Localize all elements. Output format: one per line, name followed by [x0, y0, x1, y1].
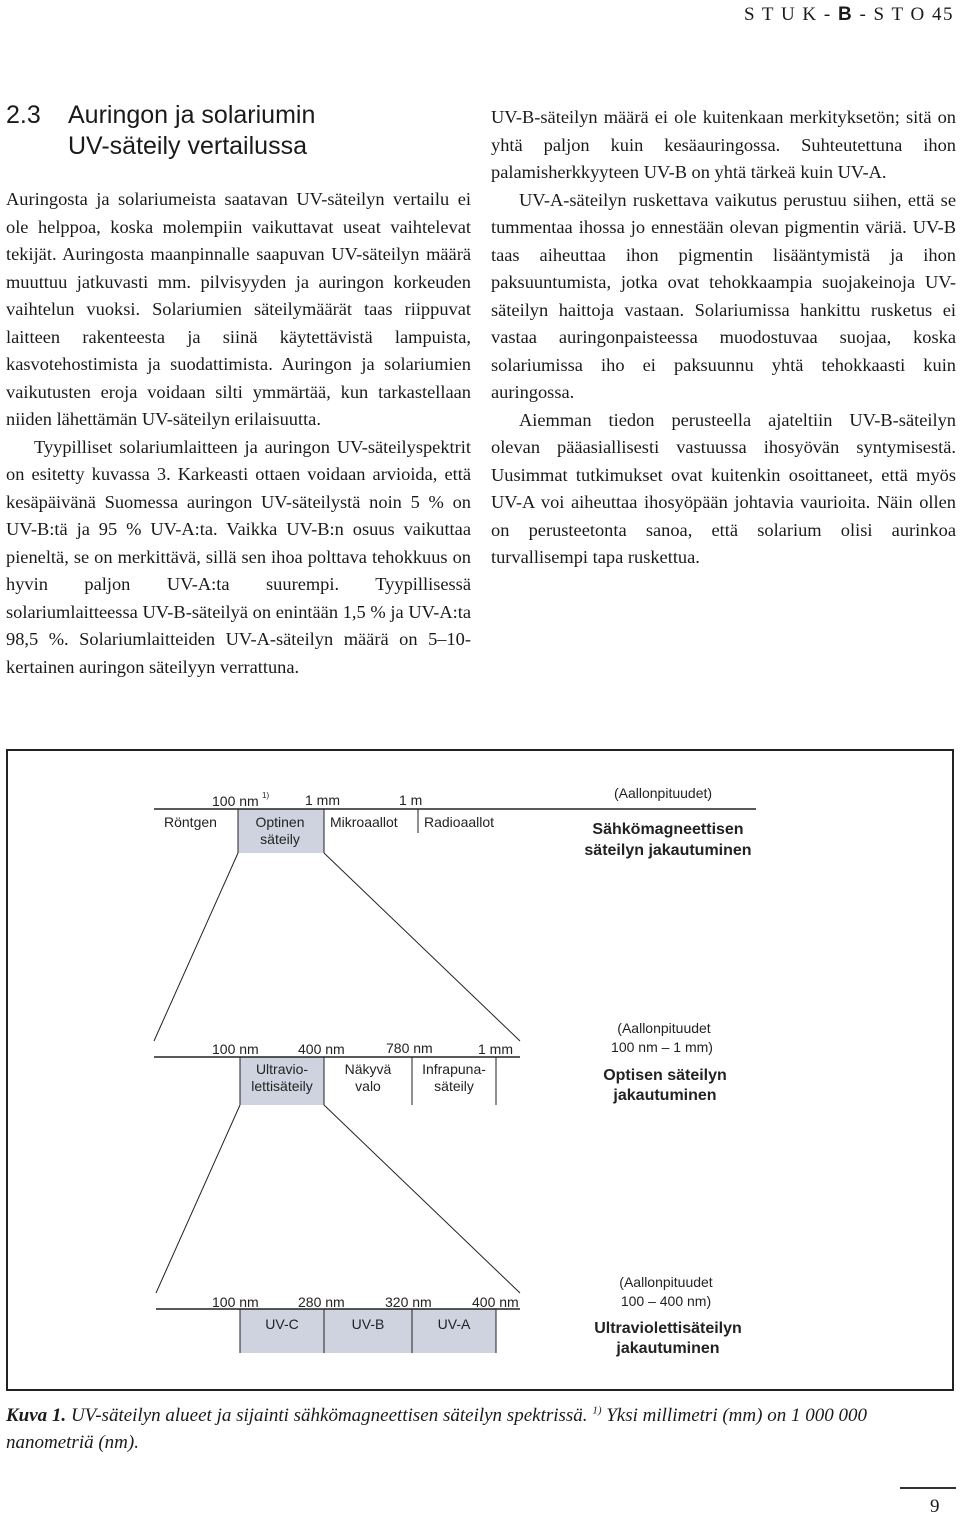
- caption-label: Kuva 1.: [6, 1405, 67, 1426]
- tick-label: 100 nm: [212, 1041, 259, 1057]
- row-title: Sähkömagneettisen: [592, 821, 744, 838]
- band-label: Mikroaallot: [330, 814, 398, 830]
- caption-text: UV-säteilyn alueet ja sijainti sähkömagneettisen säteilyn spektrissä.: [66, 1405, 593, 1426]
- tick-label: 320 nm: [385, 1294, 432, 1310]
- caption-footnote-mark: 1): [592, 1404, 602, 1417]
- funnel-line: [324, 853, 520, 1041]
- band-label: UV-C: [265, 1316, 299, 1332]
- band-label: Infrapuna-: [422, 1061, 486, 1077]
- caption-footnote-text: Yksi millimetri (mm) on 1 000 000 nanometriä (nm).: [6, 1405, 867, 1453]
- page-number-rule: [900, 1487, 956, 1489]
- section-title-line2: UV-säteily vertailussa: [68, 132, 307, 160]
- figure-caption: [6, 1402, 958, 1456]
- band-label: säteily: [434, 1078, 474, 1094]
- spectrum-figure: [6, 749, 954, 1391]
- band-label: Radioaallot: [424, 814, 495, 830]
- row-title: jakautuminen: [613, 1087, 717, 1104]
- unit-label: (Aallonpituudet): [613, 785, 713, 801]
- paragraph: Aiemman tiedon perusteella ajateltiin UV-B-säteilyn olevan pääasiallisesti vastuussa ihosyövän syntymisestä. Uusimmat tutkimukset ovat kuitenkin osoittaneet, että myös UV-A voi aiheuttaa ihosyöpään johtavia vaurioita. Näin ollen on perusteetonta sanoa, että solarium olisi aurinkoa turvallisempi tapa ruskettua.: [491, 409, 956, 567]
- funnel-line: [324, 1105, 520, 1293]
- paragraph: UV-A-säteilyn ruskettava vaikutus perustuu siihen, että se tummentaa ihossa jo ennestään olevan pigmentin väriä. UV-B taas aiheuttaa ihon pigmentin lisääntymistä ja ihon paksuuntumista, jotka ovat tehokkaampia suojakeinoja UV-säteilyn haittoja vastaan. Solariumissa hankittu rusketus ei vastaa auringonpaisteessa muodostuvaa suojaa, koska solariumissa iho ei paksuunnu yhtä tehokkaasti kuin auringossa.: [491, 189, 956, 402]
- spectrum-diagram: [8, 751, 956, 1393]
- row-title: Ultraviolettisäteilyn: [594, 1320, 742, 1337]
- row-title: Optisen säteilyn: [603, 1067, 727, 1084]
- section-heading: [6, 100, 476, 162]
- paragraph: Auringosta ja solariumeista saatavan UV-säteilyn vertailu ei ole helppoa, koska molempiin vaikuttavat useat vaihtelevat tekijät. Auringosta maanpinnalle saapuvan UV-säteilyn määrä muuttuu jatkuvasti mm. pilvisyyden ja auringon korkeuden vaihtelun vuoksi. Solariumien säteilymäärät taas riippuvat laitteen rakenteesta ja siinä käytettävistä lampuista, kasvotehostimista ja suodattimista. Auringon ja solariumien vaikutusten eroja voidaan silti ymmärtää, kun tarkastellaan niiden lähettämän UV-säteilyn erilaisuutta.: [6, 189, 471, 429]
- band-label: Optinen säteily: [255, 814, 305, 847]
- tick-label: 100 nm: [212, 1294, 259, 1310]
- band-label: lettisäteily: [251, 1078, 313, 1094]
- running-head-series: S T U K -: [743, 4, 838, 25]
- text-column-right: [491, 104, 956, 572]
- funnel-line: [156, 1105, 240, 1293]
- band-label: Röntgen: [164, 814, 217, 830]
- funnel-line: [154, 853, 238, 1041]
- tick-label: 780 nm: [386, 1040, 433, 1056]
- unit-label: (Aallonpituudet: [619, 1274, 713, 1290]
- tick-label: 1 mm: [305, 792, 340, 808]
- band-label: valo: [355, 1078, 381, 1094]
- band-label: UV-B: [351, 1316, 385, 1332]
- row-title: jakautuminen: [616, 1340, 720, 1357]
- band-label: UV-A: [437, 1316, 471, 1332]
- unit-label: 100 – 400 nm): [620, 1293, 712, 1309]
- page-number: 9: [930, 1496, 940, 1517]
- paragraph: UV-B-säteilyn määrä ei ole kuitenkaan merkityksetön; sitä on yhtä paljon kuin kesäauringossa. Suhteutettuna ihon palamisherkkyyteen UV-B on yhtä tärkeä kuin UV-A.: [491, 107, 956, 182]
- row-title: säteilyn jakautuminen: [584, 842, 752, 859]
- band-label: Näkyvä: [344, 1061, 392, 1077]
- running-head-number: - S T O 45: [853, 4, 954, 25]
- section-number: 2.3: [6, 101, 41, 129]
- section-title-line1: Auringon ja solariumin: [68, 101, 316, 129]
- running-head: [744, 4, 954, 26]
- tick-label: 400 nm: [298, 1041, 345, 1057]
- tick-label: 400 nm: [472, 1294, 519, 1310]
- paragraph: Tyypilliset solariumlaitteen ja auringon UV-säteilyspektrit on esitetty kuvassa 3. Karkeasti ottaen voidaan arvioida, että kesäpäivänä Suomessa auringon UV-säteilystä noin 5 % on UV-B:tä ja 95 % UV-A:ta. Vaikka UV-B:n osuus vaikuttaa pieneltä, se on merkittävä, sillä sen ihoa polttava tehokkuus on hyvin paljon UV-A:ta suurempi. Tyypillisessä solariumlaitteessa UV-B-säteilyä on enintään 1,5 % ja UV-A:ta 98,5 %. Solariumlaitteiden UV-A-säteilyn määrä on 5–10-kertainen auringon säteilyyn verrattuna.: [6, 436, 471, 677]
- tick-footnote: 1): [262, 791, 270, 800]
- running-head-letter: B: [837, 4, 854, 25]
- tick-label: 100 nm: [212, 793, 259, 809]
- tick-label: 280 nm: [298, 1294, 345, 1310]
- band-label: Ultravio-: [255, 1061, 309, 1077]
- text-column-left: [6, 186, 471, 681]
- tick-label: 1 mm: [478, 1041, 513, 1057]
- tick-label: 1 m: [399, 792, 423, 808]
- unit-label: (Aallonpituudet: [617, 1020, 711, 1036]
- unit-label: 100 nm – 1 mm): [611, 1039, 713, 1055]
